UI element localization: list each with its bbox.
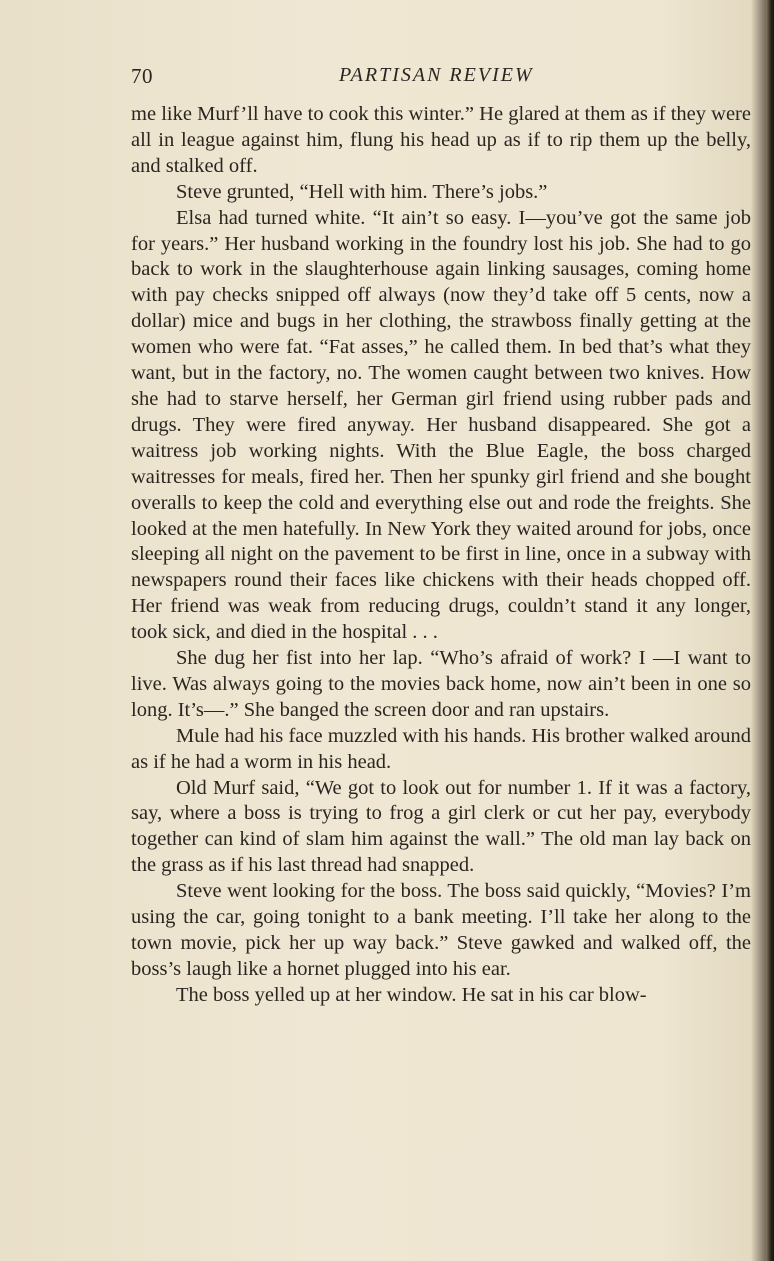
- paragraph: Steve grunted, “Hell with him. There’s jobs.”: [176, 180, 548, 203]
- book-spine-shadow: [766, 0, 774, 1261]
- page-header: [131, 64, 751, 94]
- paragraph: Old Murf said, “We got to look out for number 1. If it was a factory, say, where a boss is trying to frog a girl clerk or cut her pay, everybody together can kind of slam him against the wall.” The old man lay back on the grass as if his last thread had snapped.: [131, 776, 751, 877]
- page-number: 70: [131, 64, 153, 88]
- paragraph: The boss yelled up at her window. He sat in his car blow-: [176, 983, 647, 1006]
- paragraph: She dug her fist into her lap. “Who’s afraid of work? I —I want to live. Was always going to the movies back home, now ain’t been in one so long. It’s—.” She banged the screen door and ran upstairs.: [131, 647, 751, 721]
- body-text: [131, 102, 751, 1009]
- paragraph: Steve went looking for the boss. The boss said quickly, “Movies? I’m using the car, going tonight to a bank meeting. I’ll take her along to the town movie, pick her up way back.” Steve gawked and walked off, the boss’s laugh like a hornet plugged into his ear.: [131, 880, 751, 980]
- journal-title: PARTISAN REVIEW: [339, 64, 534, 86]
- paragraph: Elsa had turned white. “It ain’t so easy. I—you’ve got the same job for years.” Her husband working in the foundry lost his job. She had to go back to work in the slaughterhouse again linking sausages, coming home with pay checks snipped off always (now they’d take off 5 cents, now a dollar) mice and bugs in her clothing, the strawboss finally getting at the women who were fat. “Fat asses,” he called them. In bed that’s what they want, but in the factory, no. The women caught between two knives. How she had to starve herself, her German girl friend using rubber pads and drugs. They were fired anyway. Her husband disappeared. She got a waitress job working nights. With the Blue Eagle, the boss charged waitresses for meals, fired her. Then her spunky girl friend and she bought overalls to keep the cold and everything else out and rode the freights. She looked at the men hatefully. In New York they waited around for jobs, once sleeping all night on the pavement to be first in line, once in a subway with newspapers round their faces like chickens with their heads chopped off. Her friend was weak from reducing drugs, couldn’t stand it any longer, took sick, and died in the hospital . . .: [131, 206, 751, 644]
- paragraph: Mule had his face muzzled with his hands. His brother walked around as if he had a worm in his head.: [131, 724, 751, 773]
- paragraph: me like Murf’ll have to cook this winter.” He glared at them as if they were all in league against him, flung his head up as if to rip them up the belly, and stalked off.: [131, 103, 751, 177]
